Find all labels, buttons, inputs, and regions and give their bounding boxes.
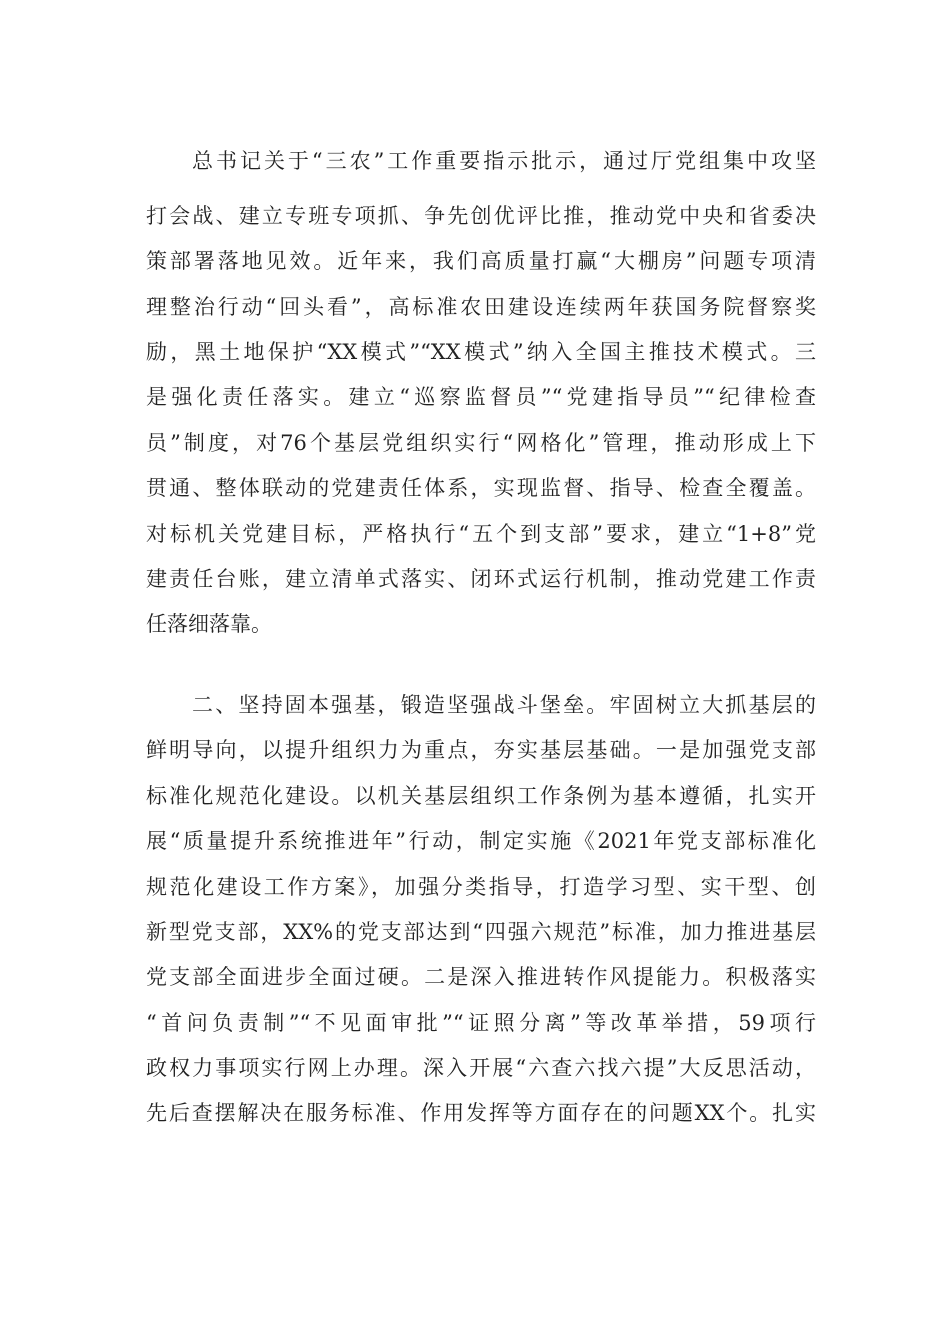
text-line: 标准化规范化建设。以机关基层组织工作条例为基本遵循，扎实开 bbox=[146, 784, 816, 808]
text-line: 理整治行动“回头看”，高标准农田建设连续两年获国务院督察奖 bbox=[146, 295, 816, 319]
text-line: 是强化责任落实。建立“巡察监督员”“党建指导员”“纪律检查 bbox=[146, 385, 816, 409]
text-line: 规范化建设工作方案》，加强分类指导，打造学习型、实干型、创 bbox=[146, 875, 816, 899]
text-line: 先后查摆解决在服务标准、作用发挥等方面存在的问题XX个。扎实 bbox=[146, 1101, 816, 1125]
text-line: 二、坚持固本强基，锻造坚强战斗堡垒。牢固树立大抓基层的 bbox=[192, 693, 816, 717]
text-line: 建责任台账，建立清单式落实、闭环式运行机制，推动党建工作责 bbox=[146, 567, 816, 591]
text-line: 策部署落地见效。近年来，我们高质量打赢“大棚房”问题专项清 bbox=[146, 249, 816, 273]
text-line: 打会战、建立专班专项抓、争先创优评比推，推动党中央和省委决 bbox=[146, 204, 816, 228]
text-line: 政权力事项实行网上办理。深入开展“六查六找六提”大反思活动， bbox=[146, 1056, 816, 1080]
text-line: “首问负责制”“不见面审批”“证照分离”等改革举措，59项行 bbox=[146, 1011, 816, 1035]
text-line: 任落细落靠。 bbox=[146, 612, 272, 636]
text-line: 总书记关于“三农”工作重要指示批示，通过厅党组集中攻坚 bbox=[192, 149, 816, 173]
text-line: 党支部全面进步全面过硬。二是深入推进转作风提能力。积极落实 bbox=[146, 965, 816, 989]
text-line: 新型党支部，XX%的党支部达到“四强六规范”标准，加力推进基层 bbox=[146, 920, 816, 944]
text-line: 员”制度，对76个基层党组织实行“网格化”管理，推动形成上下 bbox=[146, 431, 816, 455]
text-line: 贯通、整体联动的党建责任体系，实现监督、指导、检查全覆盖。 bbox=[146, 476, 816, 500]
text-line: 励，黑土地保护“XX模式”“XX模式”纳入全国主推技术模式。三 bbox=[146, 340, 816, 364]
text-line: 鲜明导向，以提升组织力为重点，夯实基层基础。一是加强党支部 bbox=[146, 738, 816, 762]
text-line: 展“质量提升系统推进年”行动，制定实施《2021年党支部标准化 bbox=[146, 829, 816, 853]
text-line: 对标机关党建目标，严格执行“五个到支部”要求，建立“1+8”党 bbox=[146, 522, 816, 546]
